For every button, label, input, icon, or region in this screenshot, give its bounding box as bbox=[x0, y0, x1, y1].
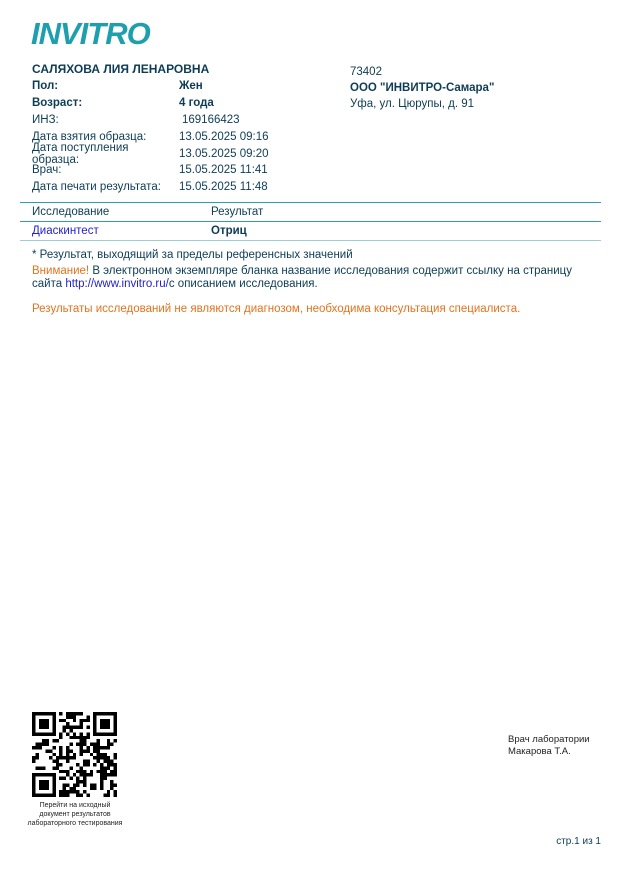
info-value: 4 года bbox=[179, 97, 214, 110]
header-result: Результат bbox=[211, 206, 264, 218]
info-label: ИНЗ: bbox=[32, 113, 59, 126]
info-label: Возраст: bbox=[32, 97, 83, 110]
attention-note bbox=[32, 265, 592, 291]
info-label: Врач: bbox=[32, 164, 62, 177]
test-name-link[interactable]: Диаскинтест bbox=[32, 225, 99, 237]
info-label: Дата взятия образца: bbox=[32, 130, 147, 143]
patient-name: САЛЯХОВА ЛИЯ ЛЕНАРОВНА bbox=[32, 62, 210, 76]
office-address: Уфа, ул. Цюрупы, д. 91 bbox=[350, 98, 475, 110]
invitro-url-link[interactable]: http://www.invitro.ru/ bbox=[65, 278, 169, 290]
qr-code bbox=[32, 712, 117, 797]
page-number: стр.1 из 1 bbox=[556, 836, 601, 847]
invitro-logo: INVITRO bbox=[31, 16, 150, 51]
info-label: Дата поступления образца: bbox=[32, 141, 129, 166]
header-test: Исследование bbox=[32, 206, 110, 218]
signature-name: Макарова Т.А. bbox=[508, 746, 571, 757]
info-row-age bbox=[32, 95, 342, 112]
info-label: Пол: bbox=[32, 80, 59, 93]
info-value: 169166423 bbox=[182, 113, 240, 126]
signature-block bbox=[508, 734, 590, 758]
info-row-print-date bbox=[32, 179, 342, 196]
results-table bbox=[20, 202, 601, 241]
reference-note: * Результат, выходящий за пределы референсных значений bbox=[32, 249, 353, 261]
attention-tail: с описанием исследования. bbox=[168, 278, 318, 290]
qr-caption-line: документ результатов bbox=[39, 811, 111, 818]
info-row-sex bbox=[32, 78, 342, 95]
qr-caption-line: Перейти на исходный bbox=[39, 802, 111, 809]
results-header-row bbox=[20, 202, 601, 222]
info-label: Дата печати результата: bbox=[32, 181, 161, 194]
patient-info-block bbox=[32, 78, 342, 196]
qr-caption-line: лабораторного тестирования bbox=[27, 820, 123, 827]
test-result: Отриц bbox=[211, 225, 247, 237]
signature-role: Врач лаборатории bbox=[508, 734, 590, 745]
attention-label: Внимание! bbox=[32, 265, 90, 277]
attention-text: В электронном экземпляре бланка название исследования содержит ссылку на страницу сайта bbox=[32, 265, 572, 290]
qr-caption bbox=[14, 801, 136, 828]
office-code: 73402 bbox=[350, 66, 382, 78]
table-row bbox=[20, 222, 601, 241]
info-value: 13.05.2025 09:20 bbox=[179, 147, 269, 160]
info-value: 13.05.2025 09:16 bbox=[179, 130, 269, 143]
info-value: Жен bbox=[179, 80, 203, 93]
info-row-doctor bbox=[32, 162, 342, 179]
info-row-inz bbox=[32, 112, 342, 129]
office-name: ООО "ИНВИТРО-Самара" bbox=[350, 82, 495, 94]
disclaimer-note: Результаты исследований не являются диагнозом, необходима консультация специалиста. bbox=[32, 303, 521, 315]
info-value: 15.05.2025 11:41 bbox=[179, 164, 268, 177]
info-value: 15.05.2025 11:48 bbox=[179, 181, 268, 194]
office-block bbox=[350, 64, 494, 112]
info-row-sample-received bbox=[32, 141, 342, 166]
